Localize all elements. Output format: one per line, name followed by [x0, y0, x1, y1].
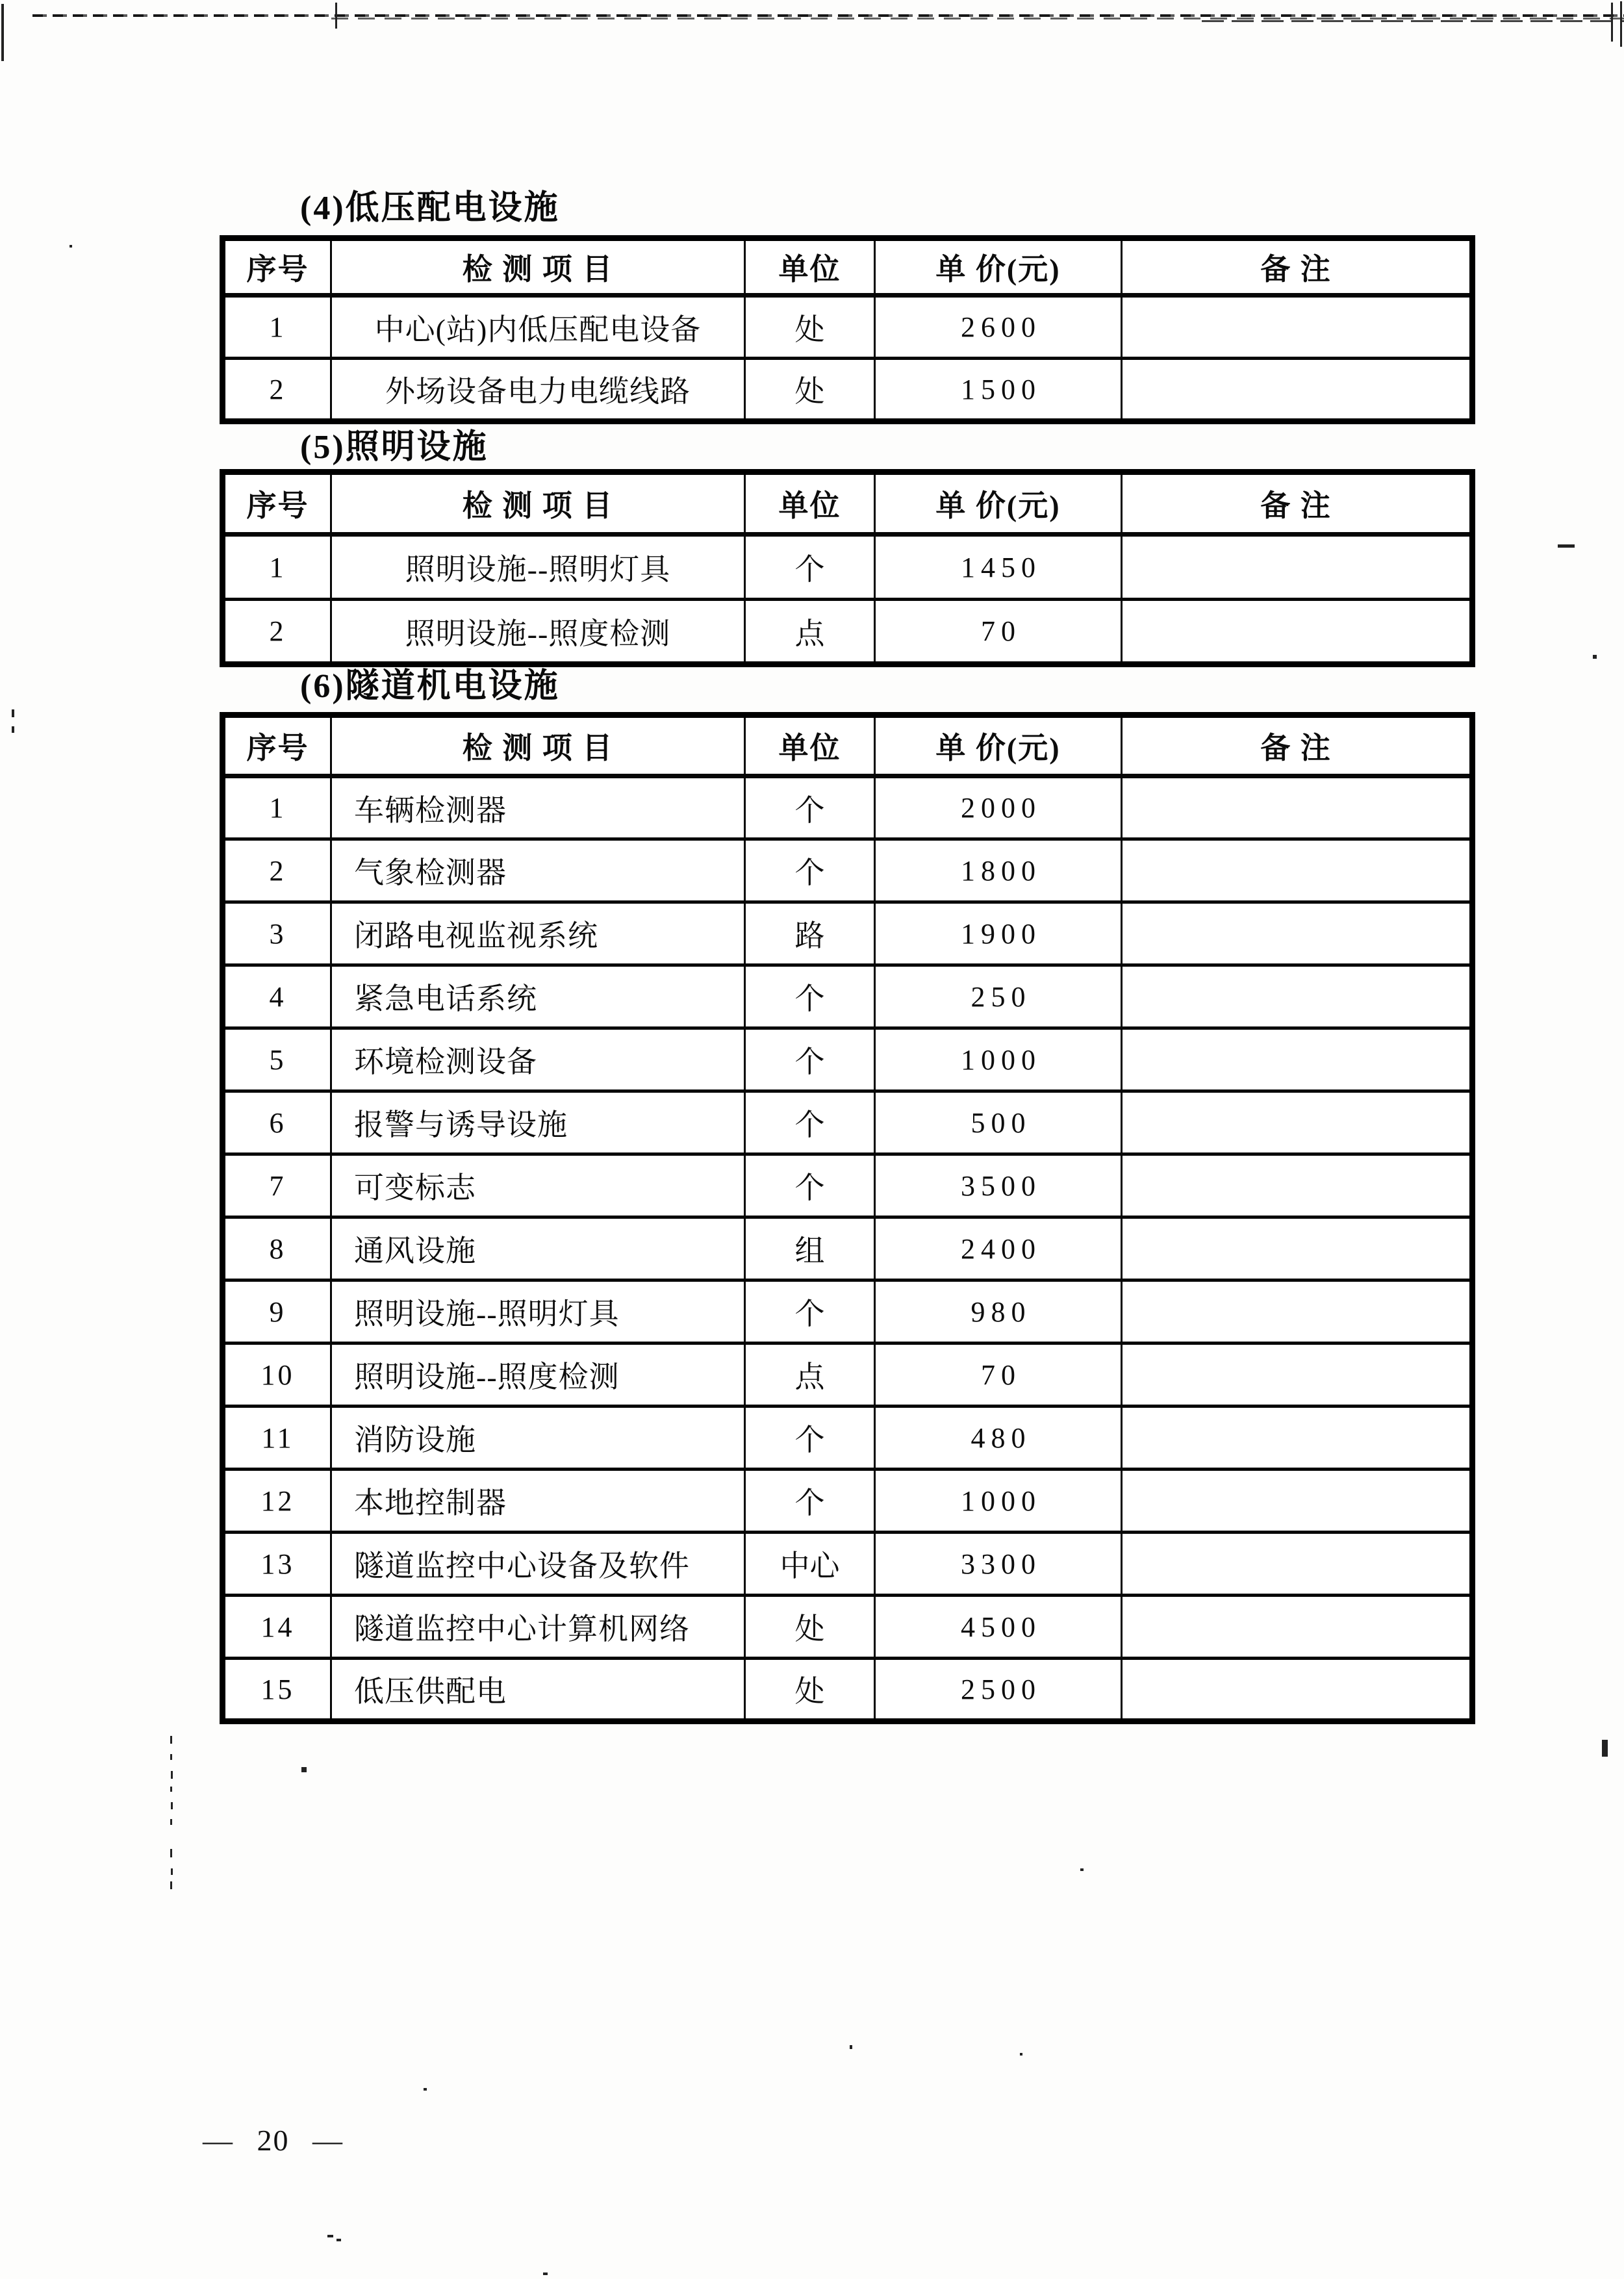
row-number: 4 — [223, 965, 331, 1028]
item-name: 照明设施--照度检测 — [331, 600, 745, 665]
note — [1122, 359, 1473, 422]
table-row — [223, 1154, 1473, 1217]
item-name: 照明设施--照度检测 — [331, 1343, 745, 1407]
scan-noise-line — [331, 18, 1624, 19]
column-header-unit-price: 单 价(元) — [875, 238, 1122, 296]
column-header-note: 备 注 — [1122, 715, 1473, 776]
unit-price: 1000 — [875, 1028, 1122, 1091]
item-name: 中心(站)内低压配电设备 — [331, 296, 745, 359]
table-row — [223, 965, 1473, 1028]
note — [1122, 1091, 1473, 1154]
unit-price: 500 — [875, 1091, 1122, 1154]
column-header-note: 备 注 — [1122, 472, 1473, 535]
header-row — [223, 238, 1473, 296]
unit: 处 — [745, 1659, 875, 1722]
table-row — [223, 1091, 1473, 1154]
page-number: — 20 — — [203, 2124, 344, 2157]
unit-price: 2500 — [875, 1659, 1122, 1722]
unit: 处 — [745, 1596, 875, 1659]
unit-price: 3300 — [875, 1533, 1122, 1596]
unit: 个 — [745, 1028, 875, 1091]
section-title-5: (5)照明设施 — [300, 429, 488, 466]
row-number: 11 — [223, 1407, 331, 1470]
note — [1122, 965, 1473, 1028]
table-row — [223, 1470, 1473, 1533]
column-header-unit: 单位 — [745, 715, 875, 776]
row-number: 1 — [223, 296, 331, 359]
unit: 个 — [745, 1280, 875, 1343]
row-number: 2 — [223, 839, 331, 902]
row-number: 7 — [223, 1154, 331, 1217]
table-row — [223, 776, 1473, 839]
table-row — [223, 1533, 1473, 1596]
scan-noise-line — [32, 14, 1624, 17]
column-header-item-name: 检 测 项 目 — [331, 238, 745, 296]
note — [1122, 296, 1473, 359]
item-name: 车辆检测器 — [331, 776, 745, 839]
note — [1122, 1596, 1473, 1659]
unit: 个 — [745, 1091, 875, 1154]
pricing-table-low-voltage-distribution — [220, 235, 1475, 424]
item-name: 报警与诱导设施 — [331, 1091, 745, 1154]
unit: 点 — [745, 1343, 875, 1407]
table-row — [223, 1280, 1473, 1343]
table-row — [223, 1343, 1473, 1407]
table-row — [223, 1407, 1473, 1470]
unit-price: 1450 — [875, 535, 1122, 600]
row-number: 14 — [223, 1596, 331, 1659]
row-number: 1 — [223, 535, 331, 600]
unit-price: 3500 — [875, 1154, 1122, 1217]
note — [1122, 1028, 1473, 1091]
pricing-table-lighting — [220, 469, 1475, 667]
column-header-row-number: 序号 — [223, 715, 331, 776]
item-name: 隧道监控中心设备及软件 — [331, 1533, 745, 1596]
table-row — [223, 1596, 1473, 1659]
row-number: 9 — [223, 1280, 331, 1343]
item-name: 气象检测器 — [331, 839, 745, 902]
unit-price: 4500 — [875, 1596, 1122, 1659]
row-number: 15 — [223, 1659, 331, 1722]
row-number: 2 — [223, 600, 331, 665]
unit-price: 70 — [875, 600, 1122, 665]
column-header-item-name: 检 测 项 目 — [331, 472, 745, 535]
row-number: 5 — [223, 1028, 331, 1091]
note — [1122, 1280, 1473, 1343]
unit: 个 — [745, 839, 875, 902]
unit: 点 — [745, 600, 875, 665]
note — [1122, 1470, 1473, 1533]
item-name: 闭路电视监视系统 — [331, 902, 745, 965]
note — [1122, 1659, 1473, 1722]
unit: 个 — [745, 965, 875, 1028]
note — [1122, 1407, 1473, 1470]
note — [1122, 902, 1473, 965]
column-header-row-number: 序号 — [223, 472, 331, 535]
unit-price: 250 — [875, 965, 1122, 1028]
item-name: 低压供配电 — [331, 1659, 745, 1722]
column-header-unit: 单位 — [745, 472, 875, 535]
row-number: 1 — [223, 776, 331, 839]
unit: 路 — [745, 902, 875, 965]
column-header-unit: 单位 — [745, 238, 875, 296]
column-header-unit-price: 单 价(元) — [875, 715, 1122, 776]
unit-price: 480 — [875, 1407, 1122, 1470]
column-header-unit-price: 单 价(元) — [875, 472, 1122, 535]
row-number: 13 — [223, 1533, 331, 1596]
note — [1122, 776, 1473, 839]
row-number: 6 — [223, 1091, 331, 1154]
note — [1122, 839, 1473, 902]
unit-price: 70 — [875, 1343, 1122, 1407]
item-name: 照明设施--照明灯具 — [331, 535, 745, 600]
table-row — [223, 535, 1473, 600]
table-row — [223, 839, 1473, 902]
section-title-6: (6)隧道机电设施 — [300, 668, 560, 705]
item-name: 照明设施--照明灯具 — [331, 1280, 745, 1343]
unit-price: 1900 — [875, 902, 1122, 965]
unit: 个 — [745, 776, 875, 839]
note — [1122, 1154, 1473, 1217]
column-header-row-number: 序号 — [223, 238, 331, 296]
unit-price: 2600 — [875, 296, 1122, 359]
scan-noise-line — [1202, 20, 1624, 22]
item-name: 外场设备电力电缆线路 — [331, 359, 745, 422]
unit: 个 — [745, 1470, 875, 1533]
item-name: 隧道监控中心计算机网络 — [331, 1596, 745, 1659]
table-row — [223, 1659, 1473, 1722]
note — [1122, 1217, 1473, 1280]
row-number: 10 — [223, 1343, 331, 1407]
unit: 组 — [745, 1217, 875, 1280]
table-row — [223, 1028, 1473, 1091]
row-number: 3 — [223, 902, 331, 965]
unit: 处 — [745, 296, 875, 359]
unit: 个 — [745, 535, 875, 600]
table-row — [223, 600, 1473, 665]
unit: 处 — [745, 359, 875, 422]
column-header-item-name: 检 测 项 目 — [331, 715, 745, 776]
row-number: 8 — [223, 1217, 331, 1280]
row-number: 2 — [223, 359, 331, 422]
column-header-note: 备 注 — [1122, 238, 1473, 296]
unit-price: 2000 — [875, 776, 1122, 839]
pricing-table-tunnel-electromechanical — [220, 712, 1475, 1724]
item-name: 通风设施 — [331, 1217, 745, 1280]
unit-price: 1000 — [875, 1470, 1122, 1533]
item-name: 可变标志 — [331, 1154, 745, 1217]
unit-price: 980 — [875, 1280, 1122, 1343]
note — [1122, 600, 1473, 665]
table-row — [223, 296, 1473, 359]
table-row — [223, 1217, 1473, 1280]
unit: 个 — [745, 1154, 875, 1217]
note — [1122, 1533, 1473, 1596]
item-name: 紧急电话系统 — [331, 965, 745, 1028]
section-title-4: (4)低压配电设施 — [300, 190, 560, 227]
item-name: 环境检测设备 — [331, 1028, 745, 1091]
header-row — [223, 715, 1473, 776]
unit-price: 1500 — [875, 359, 1122, 422]
row-number: 12 — [223, 1470, 331, 1533]
item-name: 消防设施 — [331, 1407, 745, 1470]
unit-price: 2400 — [875, 1217, 1122, 1280]
item-name: 本地控制器 — [331, 1470, 745, 1533]
table-row — [223, 359, 1473, 422]
table-row — [223, 902, 1473, 965]
unit: 中心 — [745, 1533, 875, 1596]
note — [1122, 1343, 1473, 1407]
unit: 个 — [745, 1407, 875, 1470]
unit-price: 1800 — [875, 839, 1122, 902]
header-row — [223, 472, 1473, 535]
note — [1122, 535, 1473, 600]
